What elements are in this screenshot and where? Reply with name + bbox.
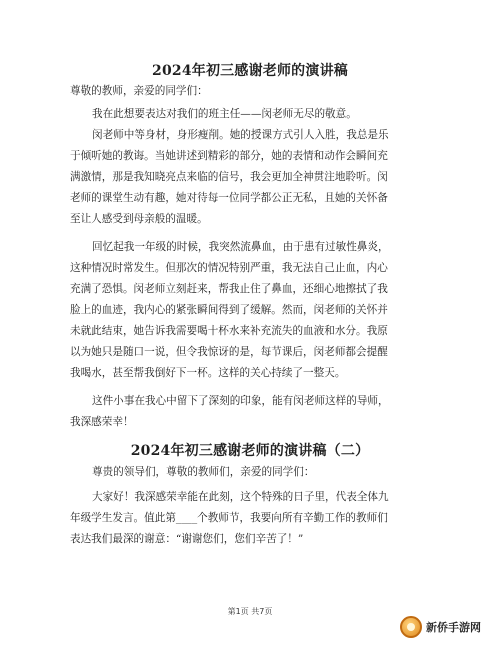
page-number: 第1页 共7页 xyxy=(227,607,273,616)
salutation: 尊敬的教师，亲爱的同学们： xyxy=(70,85,208,97)
paragraph-line: 以为她只是随口一说，但令我惊讶的是，每节课后，闵老师都会提醒 xyxy=(70,346,388,358)
paragraph-line: 回忆起我一年级的时候，我突然流鼻血，由于患有过敏性鼻炎， xyxy=(92,241,389,253)
paragraph-line: 老师的课堂生动有趣，她对待每一位同学都公正无私，且她的关怀备 xyxy=(70,192,388,204)
paragraph-line: 充满了恐惧。闵老师立刻赶来，帮我止住了鼻血，还细心地擦拭了我 xyxy=(70,283,388,295)
paragraph-line: 至让人感受到母亲般的温暖。 xyxy=(70,213,208,225)
paragraph-line: 我深感荣幸！ xyxy=(70,416,134,428)
salutation: 尊贵的领导们，尊敬的教师们，亲爱的同学们： xyxy=(92,466,315,478)
paragraph-line: 未就此结束，她告诉我需要喝十杯水来补充流失的血液和水分。我原 xyxy=(70,325,388,337)
logo-emblem-icon xyxy=(400,616,422,638)
paragraph-line: 这件小事在我心中留下了深刻的印象，能有闵老师这样的导师， xyxy=(92,395,389,407)
paragraph-line: 满激情，那是我知晓亮点来临的信号，我会更加全神贯注地聆听。闵 xyxy=(70,171,388,183)
paragraph-line: 表达我们最深的谢意：“谢谢您们，您们辛苦了！” xyxy=(70,533,304,545)
paragraph-line: 我在此想要表达对我们的班主任——闵老师无尽的敬意。 xyxy=(92,108,357,120)
logo-text: 新侨手游网 xyxy=(426,621,481,634)
paragraph-line: 大家好！我深感荣幸能在此刻，这个特殊的日子里，代表全体九 xyxy=(92,491,389,503)
section-title: 2024年初三感谢老师的演讲稿（二） xyxy=(130,443,370,459)
paragraph-line: 这种情况时常发生。但那次的情况特别严重，我无法自己止血，内心 xyxy=(70,262,388,274)
paragraph-line: 于倾听她的教诲。当她讲述到精彩的部分，她的表情和动作会瞬间充 xyxy=(70,150,388,162)
paragraph-line: 闵老师中等身材，身形瘦削。她的授课方式引人入胜，我总是乐 xyxy=(92,129,389,141)
site-logo xyxy=(400,614,492,640)
paragraph-line: 脸上的血迹，我内心的紧张瞬间得到了缓解。然而，闵老师的关怀并 xyxy=(70,304,388,316)
paragraph-line: 我喝水，甚至帮我倒好下一杯。这样的关心持续了一整天。 xyxy=(70,367,346,379)
document-title: 2024年初三感谢老师的演讲稿 xyxy=(152,63,348,79)
paragraph-line: 年级学生发言。值此第____个教师节，我要向所有辛勤工作的教师们 xyxy=(70,512,388,524)
